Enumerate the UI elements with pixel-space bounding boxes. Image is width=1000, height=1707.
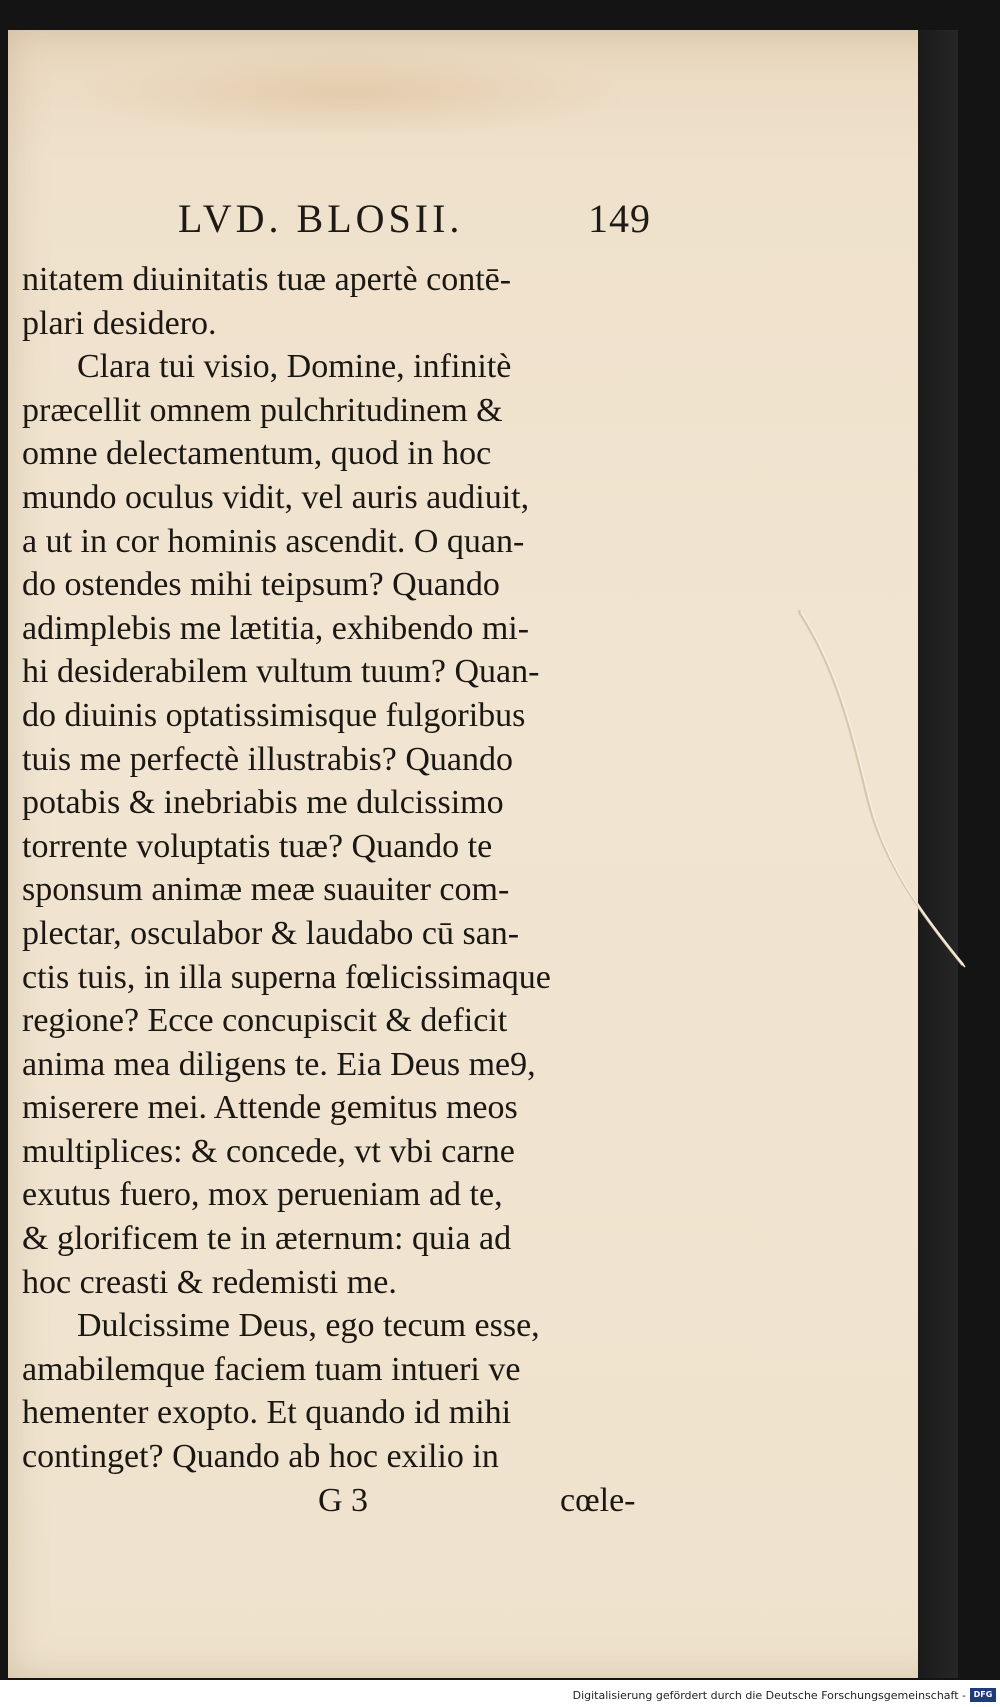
text-line: plectar, osculabor & laudabo cū san- <box>22 914 520 952</box>
text-line: amabilemque faciem tuam intueri ve <box>22 1350 521 1388</box>
funding-credit: Digitalisierung gefördert durch die Deutsche Forschungsgemeinschaft - <box>572 1689 966 1702</box>
paper-crease <box>798 610 968 970</box>
text-line: multiplices: & concede, vt vbi carne <box>22 1132 515 1170</box>
text-line: do diuinis optatissimisque fulgoribus <box>22 696 526 734</box>
text-line: torrente voluptatis tuæ? Quando te <box>22 827 493 865</box>
text-line: regione? Ecce concupiscit & deficit <box>22 1002 508 1040</box>
text-line: exutus fuero, mox perueniam ad te, <box>22 1176 503 1214</box>
running-head-title: LVD. BLOSII. <box>178 196 464 241</box>
text-line: hoc creasti & redemisti me. <box>22 1263 397 1301</box>
folio-number: 149 <box>588 196 651 241</box>
text-line: præcellit omnem pulchritudinem & <box>22 391 503 429</box>
text-line: potabis & inebriabis me dulcissimo <box>22 784 504 822</box>
text-line: sponsum animæ meæ suauiter com- <box>22 871 510 909</box>
text-line: plari desidero. <box>22 304 217 342</box>
text-line: nitatem diuinitatis tuæ apertè contē- <box>22 261 512 298</box>
signature-mark: G 3 <box>318 1482 369 1519</box>
text-line: mundo oculus vidit, vel auris audiuit, <box>22 478 530 516</box>
text-line: adimplebis me lætitia, exhibendo mi- <box>22 609 530 647</box>
text-line: anima mea diligens te. Eia Deus me9, <box>22 1045 536 1083</box>
signature-line <box>318 1482 678 1520</box>
running-head <box>178 195 678 242</box>
text-line: a ut in cor hominis ascendit. O quan- <box>22 522 525 560</box>
footer-bar <box>0 1685 1000 1707</box>
dfg-logo: DFG <box>970 1688 996 1702</box>
text-line: continget? Quando ab hoc exilio in <box>22 1438 499 1476</box>
text-line: hi desiderabilem vultum tuum? Quan- <box>22 653 540 691</box>
text-line: Clara tui visio, Domine, infinitè <box>77 348 512 386</box>
text-line: miserere mei. Attende gemitus meos <box>22 1089 518 1127</box>
text-line: hementer exopto. Et quando id mihi <box>22 1394 512 1432</box>
text-line: & glorificem te in æternum: quia ad <box>22 1220 512 1258</box>
text-line: tuis me perfectè illustrabis? Quando <box>22 740 513 778</box>
text-line: ctis tuis, in illa superna fœlicissimaque <box>22 958 551 996</box>
book-page <box>8 30 958 1678</box>
text-body <box>22 258 682 1479</box>
text-line: omne delectamentum, quod in hoc <box>22 435 492 473</box>
catchword: cœle- <box>560 1482 636 1519</box>
text-line: Dulcissime Deus, ego tecum esse, <box>77 1307 540 1345</box>
text-line: do ostendes mihi teipsum? Quando <box>22 566 500 604</box>
